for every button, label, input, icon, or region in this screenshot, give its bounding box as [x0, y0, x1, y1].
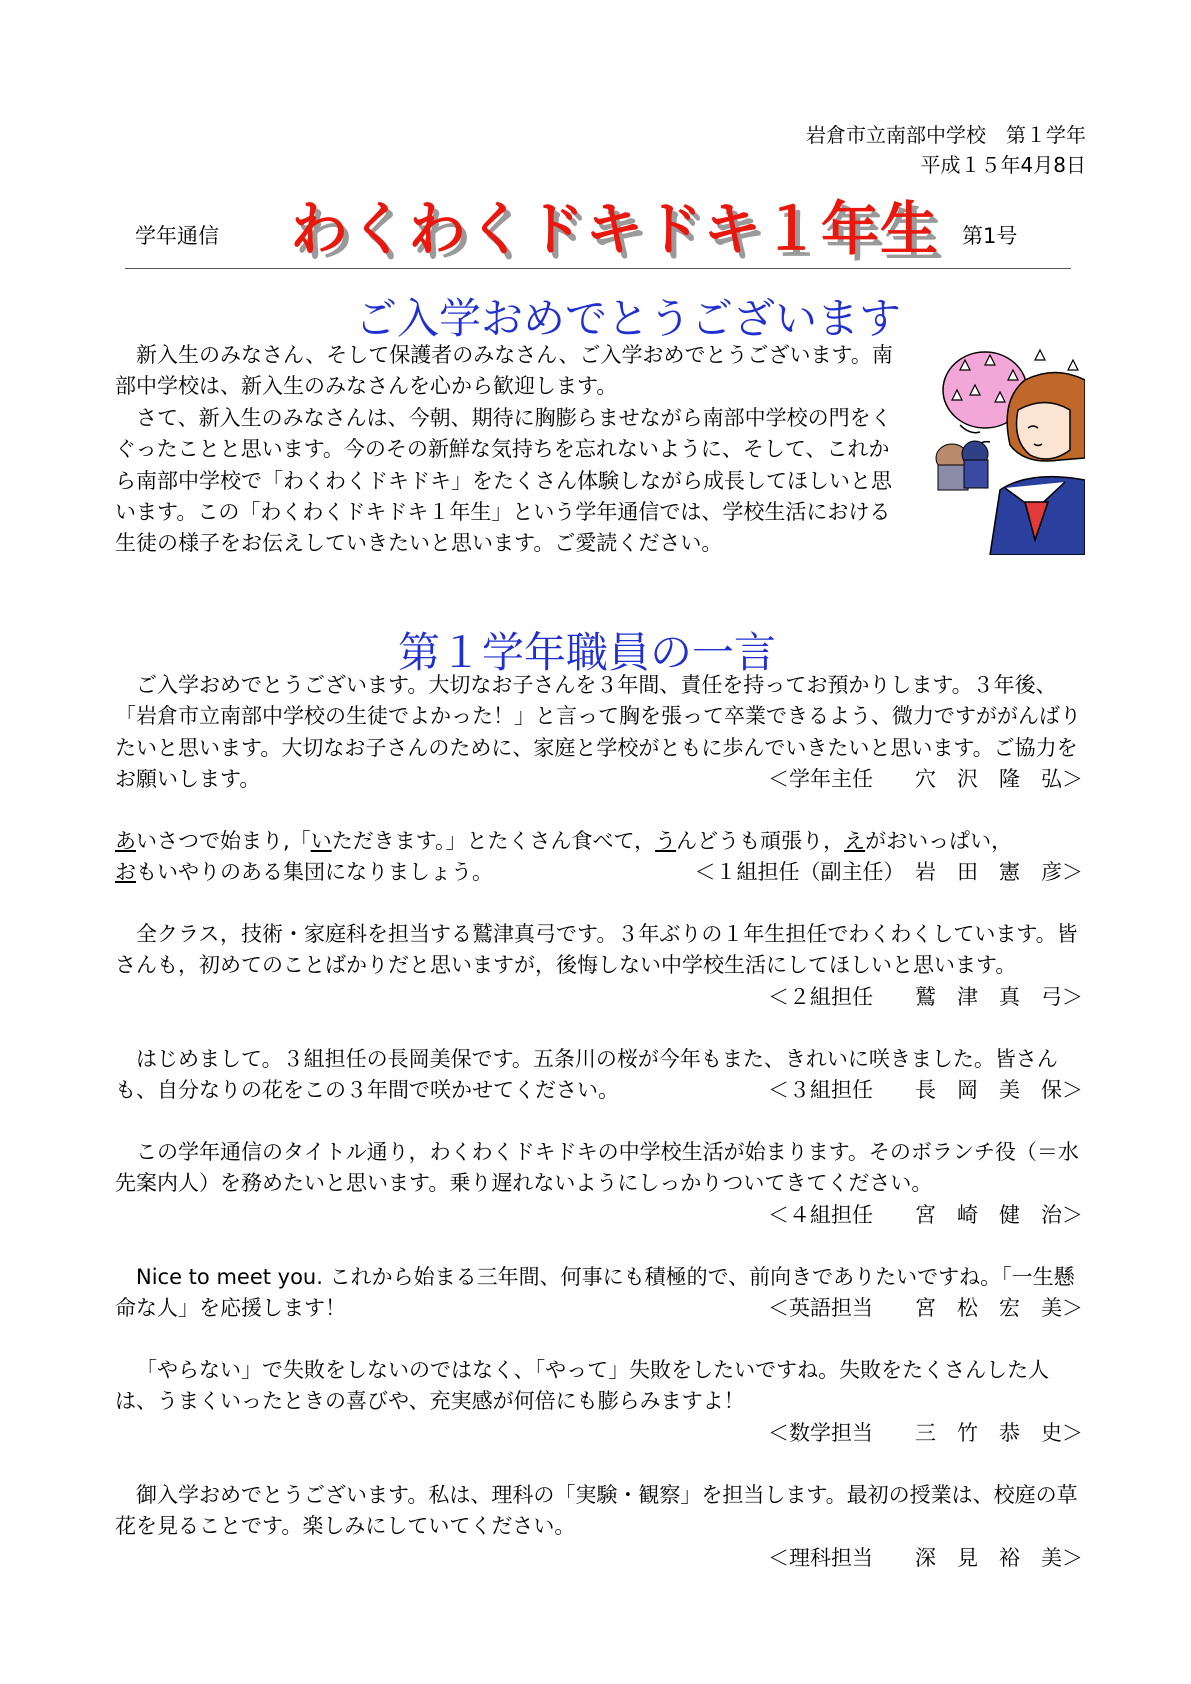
school-info [806, 120, 1086, 180]
message-body: Nice to meet you. これから始まる三年間、何事にも積極的で、前向きでありたいですね。「一生懸命な人」を応援します！ ＜英語担当 宮 松 宏 美＞ [115, 1262, 1083, 1325]
welcome-paragraph-2: さて、新入生のみなさんは、今朝、期待に胸膨らませながら南部中学校の門をくぐったことと思います。今のその新鮮な気持ちを忘れないように、そして、これから南部中学校で「わくわくドキドキ」をたくさん体験しながら成長してほしいと思います。この「わくわくドキドキ１年生」という学年通信では、学校生活における生徒の様子をお伝えしていきたいと思います。ご愛読ください。 [115, 405, 892, 556]
staff-message [115, 826, 1083, 889]
message-signature: ＜理科担当 深 見 裕 美＞ [768, 1545, 1083, 1570]
message-signature: ＜３組担任 長 岡 美 保＞ [768, 1078, 1083, 1103]
message-body: 「やらない」で失敗をしないのではなく、「やって」失敗をしたいですね。失敗をたくさんした人は、うまくいったときの喜びや、充実感が何倍にも膨らみますよ！ [115, 1358, 1050, 1414]
message-signature: ＜英語担当 宮 松 宏 美＞ [768, 1296, 1083, 1321]
section-title-staff: 第１学年職員の一言 [398, 628, 777, 677]
message-body: 御入学おめでとうございます。私は、理科の「実験・観察」を担当します。最初の授業は、校庭の草花を見ることです。楽しみにしていてください。 [115, 1483, 1078, 1539]
message-signature: ＜４組担任 宮 崎 健 治＞ [768, 1202, 1083, 1227]
message-signature: ＜数学担当 三 竹 恭 史＞ [768, 1420, 1083, 1445]
section-title-welcome: ご入学おめでとうございます [355, 294, 902, 343]
school-name: 岩倉市立南部中学校 第１学年 [806, 123, 1086, 147]
newsletter-title: わくわくドキドキ１年生 [290, 195, 940, 263]
staff-message [115, 670, 1083, 796]
staff-message [115, 1262, 1083, 1325]
newsletter-label: 学年通信 [135, 224, 219, 248]
issue-date: 平成１５年4月8日 [920, 153, 1086, 177]
message-signature: ＜１組担任（副主任） 岩 田 憲 彦＞ [694, 860, 1083, 885]
message-body: ご入学おめでとうございます。大切なお子さんを３年間、責任を持ってお預かりします。３年後、「岩倉市立南部中学校の生徒でよかった！」と言って胸を張って卒業できるよう、微力ですががんばりたいと思います。大切なお子さんのために、家庭と学校がともに歩んでいきたいと思います。ご協力をお願いします。 ＜学年主任 穴 沢 隆 弘＞ [115, 670, 1083, 796]
welcome-paragraph-1: 新入生のみなさん、そして保護者のみなさん、ご入学おめでとうございます。南部中学校は、新入生のみなさんを心から歓迎します。 [115, 343, 893, 399]
message-body: この学年通信のタイトル通り，わくわくドキドキの中学校生活が始まります。そのボランチ役（＝水先案内人）を務めたいと思います。乗り遅れないようにしっかりついてきてください。 [115, 1140, 1079, 1196]
header-divider [125, 268, 1071, 269]
message-body: 全クラス，技術・家庭科を担当する鷲津真弓です。３年ぶりの１年生担任でわくわくしています。皆さんも，初めてのことばかりだと思いますが，後悔しない中学校生活にしてほしいと思います。 [115, 922, 1078, 978]
message-signature: ＜２組担任 鷲 津 真 弓＞ [768, 984, 1083, 1009]
issue-number: 第1号 [962, 224, 1018, 248]
message-signature: ＜学年主任 穴 沢 隆 弘＞ [768, 767, 1083, 792]
staff-message [115, 1355, 1083, 1449]
message-body: はじめまして。３組担任の長岡美保です。五条川の桜が今年もまた、きれいに咲きました。皆さんも、自分なりの花をこの３年間で咲かせてください。 ＜３組担任 長 岡 美 保＞ [115, 1044, 1083, 1107]
staff-message [115, 1480, 1083, 1574]
student-illustration-icon [930, 340, 1085, 555]
staff-message [115, 1044, 1083, 1107]
student-cherry-blossom-illustration [930, 340, 1085, 555]
staff-message [115, 1137, 1083, 1231]
staff-message [115, 919, 1083, 1013]
message-body: あいさつで始まり,「いただきます。」とたくさん食べて，うんどうも頑張り，えがおいっぱい， おもいやりのある集団になりましょう。 ＜１組担任（副主任） 岩 田 憲 彦＞ [115, 826, 1083, 889]
welcome-text [115, 340, 905, 560]
